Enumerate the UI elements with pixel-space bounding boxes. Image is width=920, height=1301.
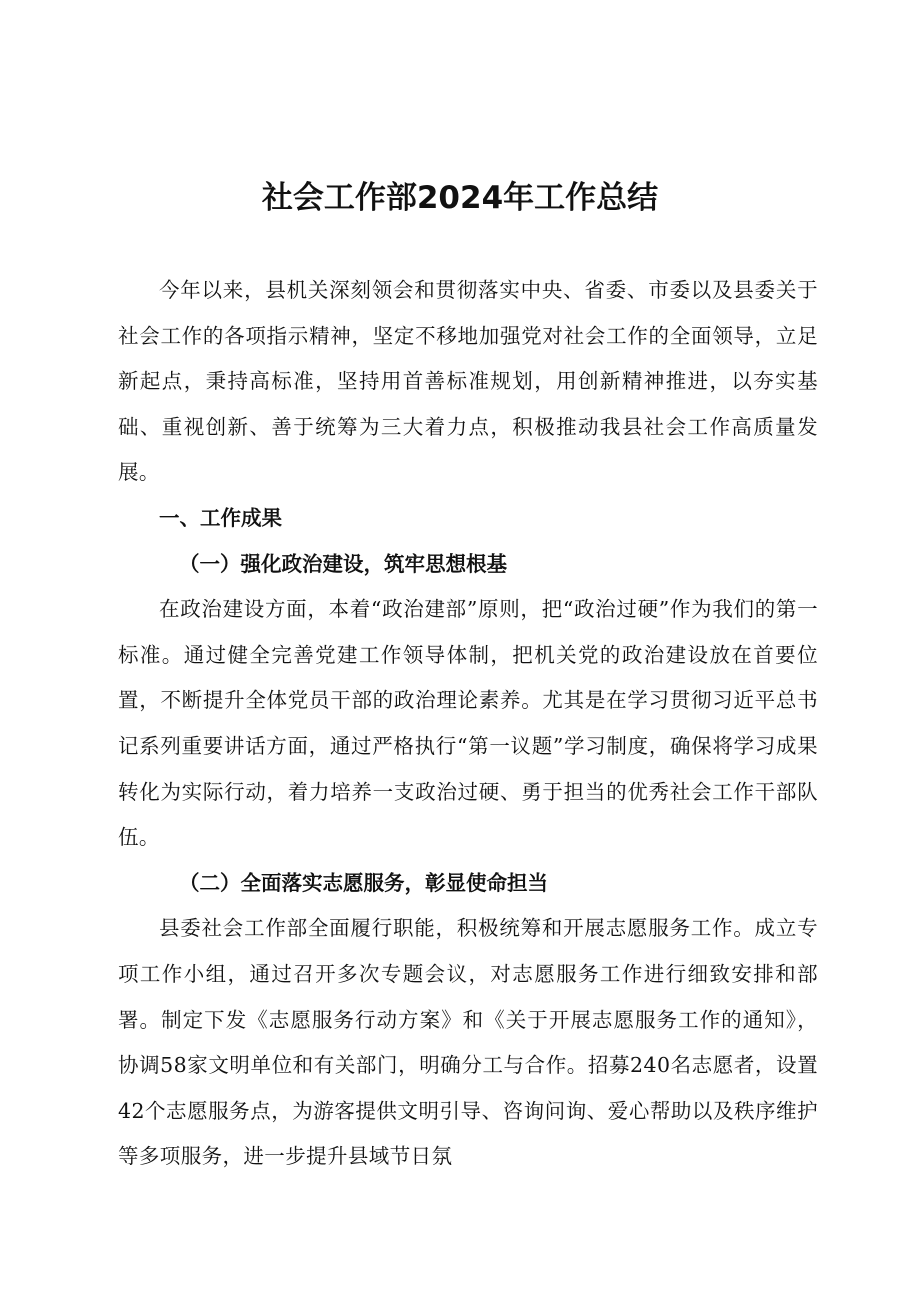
political-building-paragraph: 在政治建设方面，本着“政治建部”原则，把“政治过硬”作为我们的第一标准。通过健全完善党建工作领导体制，把机关党的政治建设放在首要位置，不断提升全体党员干部的政治理论素养。尤其是在学习贯彻习近平总书记系列重要讲话方面，通过严格执行“第一议题”学习制度，确保将学习成果转化为实际行动，着力培养一支政治过硬、勇于担当的优秀社会工作干部队伍。 — [118, 597, 818, 850]
document-title: 社会工作部2024年工作总结 — [261, 180, 659, 216]
subsection-heading-volunteer-service: （二）全面落实志愿服务，彰显使命担当 — [179, 870, 548, 895]
document-body — [118, 268, 818, 1180]
volunteer-service-paragraph: 县委社会工作部全面履行职能，积极统筹和开展志愿服务工作。成立专项工作小组，通过召开多次专题会议，对志愿服务工作进行细致安排和部署。制定下发《志愿服务行动方案》和《关于开展志愿服务工作的通知》，协调58家文明单位和有关部门，明确分工与合作。招募240名志愿者，设置42个志愿服务点，为游客提供文明引导、咨询问询、爱心帮助以及秩序维护等多项服务，进一步提升县域节日氛 — [118, 916, 818, 1169]
section-heading-work-results: 一、工作成果 — [159, 505, 282, 530]
subsection-heading-political-building: （一）强化政治建设，筑牢思想根基 — [179, 551, 507, 576]
intro-paragraph: 今年以来，县机关深刻领会和贯彻落实中央、省委、市委以及县委关于社会工作的各项指示精神，坚定不移地加强党对社会工作的全面领导，立足新起点，秉持高标准，坚持用首善标准规划，用创新精神推进，以夯实基础、重视创新、善于统筹为三大着力点，积极推动我县社会工作高质量发展。 — [118, 278, 818, 485]
